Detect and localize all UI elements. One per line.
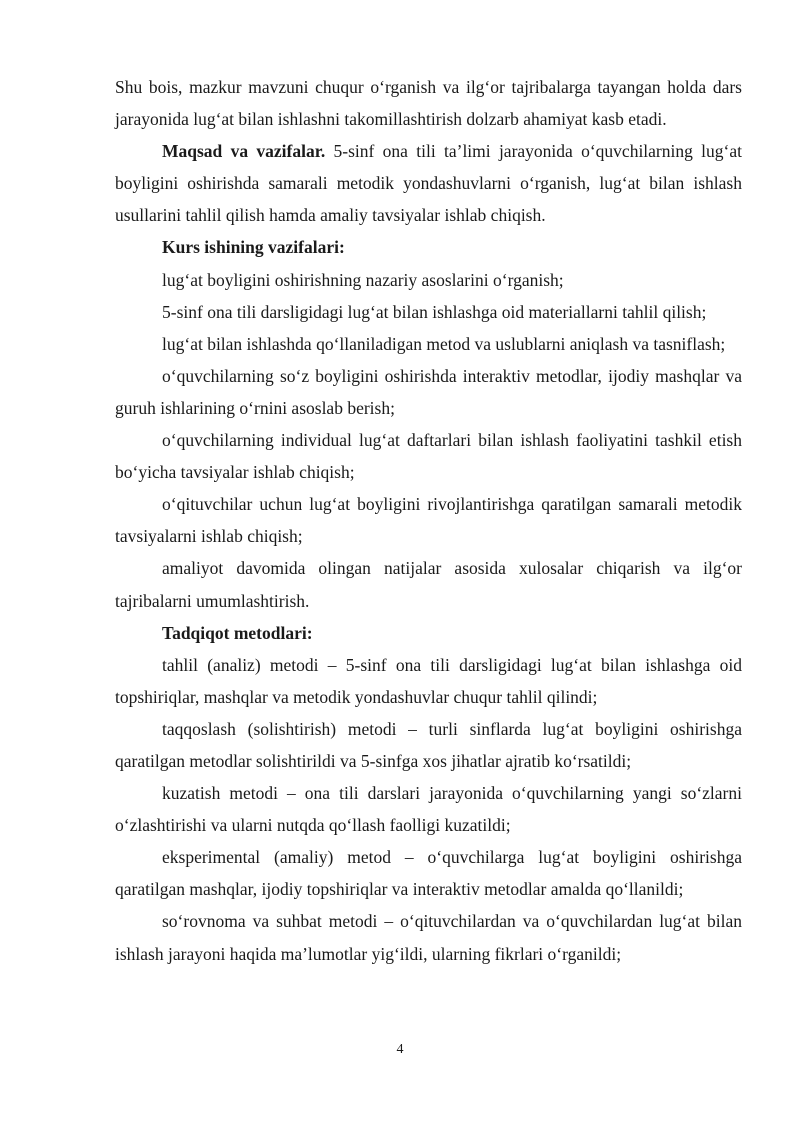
paragraph-text: taqqoslash (solishtirish) metodi – turli sinflarda lug‘at boyligini oshirishga qaratilgan metodlar solishtirildi va 5-sinfga xos jihatlar ajratib ko‘rsatildi; (115, 718, 742, 771)
paragraph-text: o‘quvchilarning individual lug‘at daftarlari bilan ishlash faoliyatini tashkil etish bo‘yicha tavsiyalar ishlab chiqish; (115, 430, 742, 483)
method-item (115, 777, 742, 841)
page-number: 4 (396, 1042, 404, 1057)
methods-heading: Tadqiqot metodlari: (162, 622, 313, 643)
paragraph-text: lug‘at bilan ishlashda qo‘llaniladigan metod va uslublarni aniqlash va tasniflash; (162, 333, 726, 354)
tasks-heading-paragraph (115, 231, 742, 263)
task-item (115, 488, 742, 552)
paragraph-text: tahlil (analiz) metodi – 5-sinf ona tili darsligidagi lug‘at bilan ishlashga oid topshiriqlar, mashqlar va metodik yondashuvlar chuqur tahlil qilindi; (115, 654, 742, 707)
paragraph-text: lug‘at boyligini oshirishning nazariy asoslarini o‘rganish; (162, 269, 564, 290)
tasks-heading: Kurs ishining vazifalari: (162, 237, 345, 258)
method-item (115, 905, 742, 969)
method-item (115, 649, 742, 713)
paragraph-text: eksperimental (amaliy) metod – o‘quvchilarga lug‘at boyligini oshirishga qaratilgan mashqlar, ijodiy topshiriqlar va interaktiv metodlar amalda qo‘llanildi; (115, 847, 742, 900)
paragraph-text: amaliyot davomida olingan natijalar asosida xulosalar chiqarish va ilg‘or tajribalarni umumlashtirish. (115, 558, 742, 611)
task-item (115, 296, 742, 328)
methods-heading-paragraph (115, 617, 742, 649)
paragraph-text: so‘rovnoma va suhbat metodi – o‘qituvchilardan va o‘quvchilardan lug‘at bilan ishlash jarayoni haqida ma’lumotlar yig‘ildi, ularning fikrlari o‘rganildi; (115, 911, 742, 964)
paragraph-text: kuzatish metodi – ona tili darslari jarayonida o‘quvchilarning yangi so‘zlarni o‘zlashtirishi va ularni nutqda qo‘llash faolligi kuzatildi; (115, 783, 742, 836)
task-item (115, 360, 742, 424)
task-item (115, 552, 742, 616)
task-item (115, 328, 742, 360)
task-item (115, 264, 742, 296)
intro-paragraph (115, 71, 742, 135)
paragraph-text: 5-sinf ona tili ta’limi jarayonida o‘quvchilarning lug‘at boyligini oshirishda samarali metodik yondashuvlarni o‘rganish, lug‘at bilan ishlash usullarini tahlil qilish hamda amaliy tavsiyalar ishlab chiqish. (115, 141, 742, 226)
paragraph-text: Shu bois, mazkur mavzuni chuqur o‘rganish va ilg‘or tajribalarga tayangan holda dars jarayonida lug‘at bilan ishlashni takomillashtirish dolzarb ahamiyat kasb etadi. (115, 77, 742, 130)
task-item (115, 424, 742, 488)
paragraph-text: o‘qituvchilar uchun lug‘at boyligini rivojlantirishga qaratilgan samarali metodik tavsiyalarni ishlab chiqish; (115, 494, 742, 547)
document-page (115, 71, 742, 970)
method-item (115, 841, 742, 905)
paragraph-text: o‘quvchilarning so‘z boyligini oshirishda interaktiv metodlar, ijodiy mashqlar va guruh ishlarining o‘rnini asoslab berish; (115, 365, 742, 418)
goals-paragraph (115, 135, 742, 231)
method-item (115, 713, 742, 777)
paragraph-text: 5-sinf ona tili darsligidagi lug‘at bilan ishlashga oid materiallarni tahlil qilish; (162, 301, 707, 322)
goals-heading: Maqsad va vazifalar. (162, 141, 326, 162)
